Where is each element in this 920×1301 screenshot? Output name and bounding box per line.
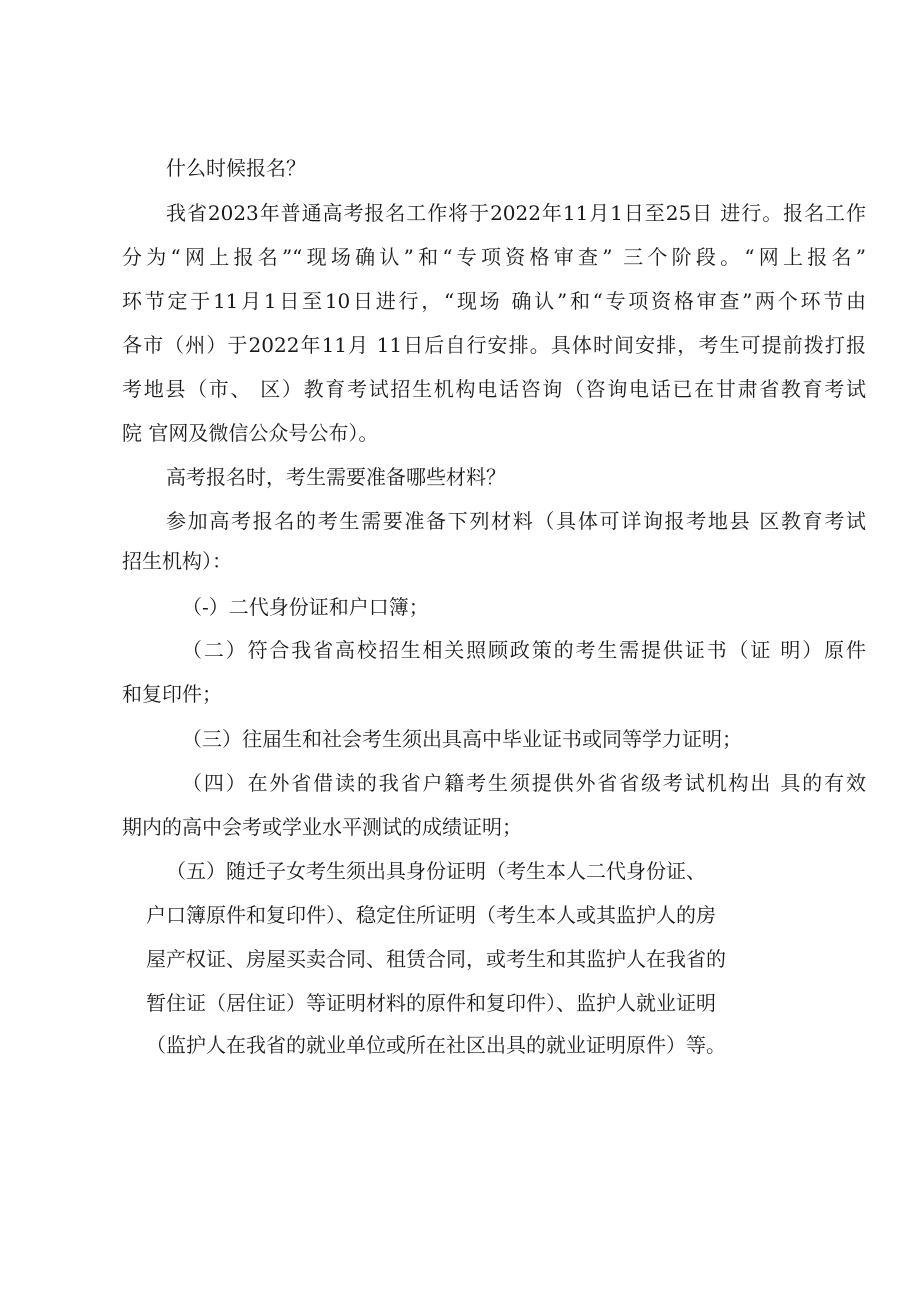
q2-intro-line: 招生机构）： [122,549,232,573]
material-item-1: （-）二代身份证和户口簿； [182,595,429,619]
q1-answer-line: 分为“网上报名”“现场确认”和“专项资格审查” 三个阶段。“网上报名” [122,245,866,269]
material-item-5-cont: 户口簿原件和复印件）、稳定住所证明（考生本人或其监护人的房 [146,903,716,927]
q2-heading: 高考报名时，考生需要准备哪些材料？ [166,465,506,489]
q1-answer-line: 各市（州）于2022年11月 11日后自行安排。具体时间安排，考生可提前拨打报 [122,333,866,357]
q1-answer-line: 环节定于11月1日至10日进行，“现场 确认”和“专项资格审查”两个环节由 [122,289,866,313]
q1-answer-line: 我省2023年普通高考报名工作将于2022年11月1日至25日 进行。报名工作 [166,201,866,225]
material-item-5-cont: 屋产权证、房屋买卖合同、租赁合同，或考生和其监护人在我省的 [146,947,726,971]
q1-heading: 什么时候报名？ [166,156,306,180]
q1-answer-line: 考地县（市、 区）教育考试招生机构电话咨询（咨询电话已在甘肃省教育考试 [122,377,866,401]
material-item-4: （四）在外省借读的我省户籍考生须提供外省省级考试机构出 具的有效 [182,771,866,795]
material-item-4-cont: 期内的高中会考或学业水平测试的成绩证明； [122,815,522,839]
material-item-5: （五）随迁子女考生须出具身份证明（考生本人二代身份证、 [166,859,706,883]
q1-answer-line: 院 官网及微信公众号公布）。 [122,421,379,445]
material-item-2-cont: 和复印件； [122,682,222,706]
material-item-3: （三）往届生和社会考生须出具高中毕业证书或同等学力证明； [182,727,742,751]
material-item-5-cont: 暂住证（居住证）等证明材料的原件和复印件）、监护人就业证明 [146,991,716,1015]
material-item-5-cont: （监护人在我省的就业单位或所在社区出具的就业证明原件）等。 [146,1033,726,1057]
q2-intro-line: 参加高考报名的考生需要准备下列材料（具体可详询报考地县 区教育考试 [166,509,866,533]
material-item-2: （二）符合我省高校招生相关照顾政策的考生需提供证书（证 明）原件 [182,638,866,662]
